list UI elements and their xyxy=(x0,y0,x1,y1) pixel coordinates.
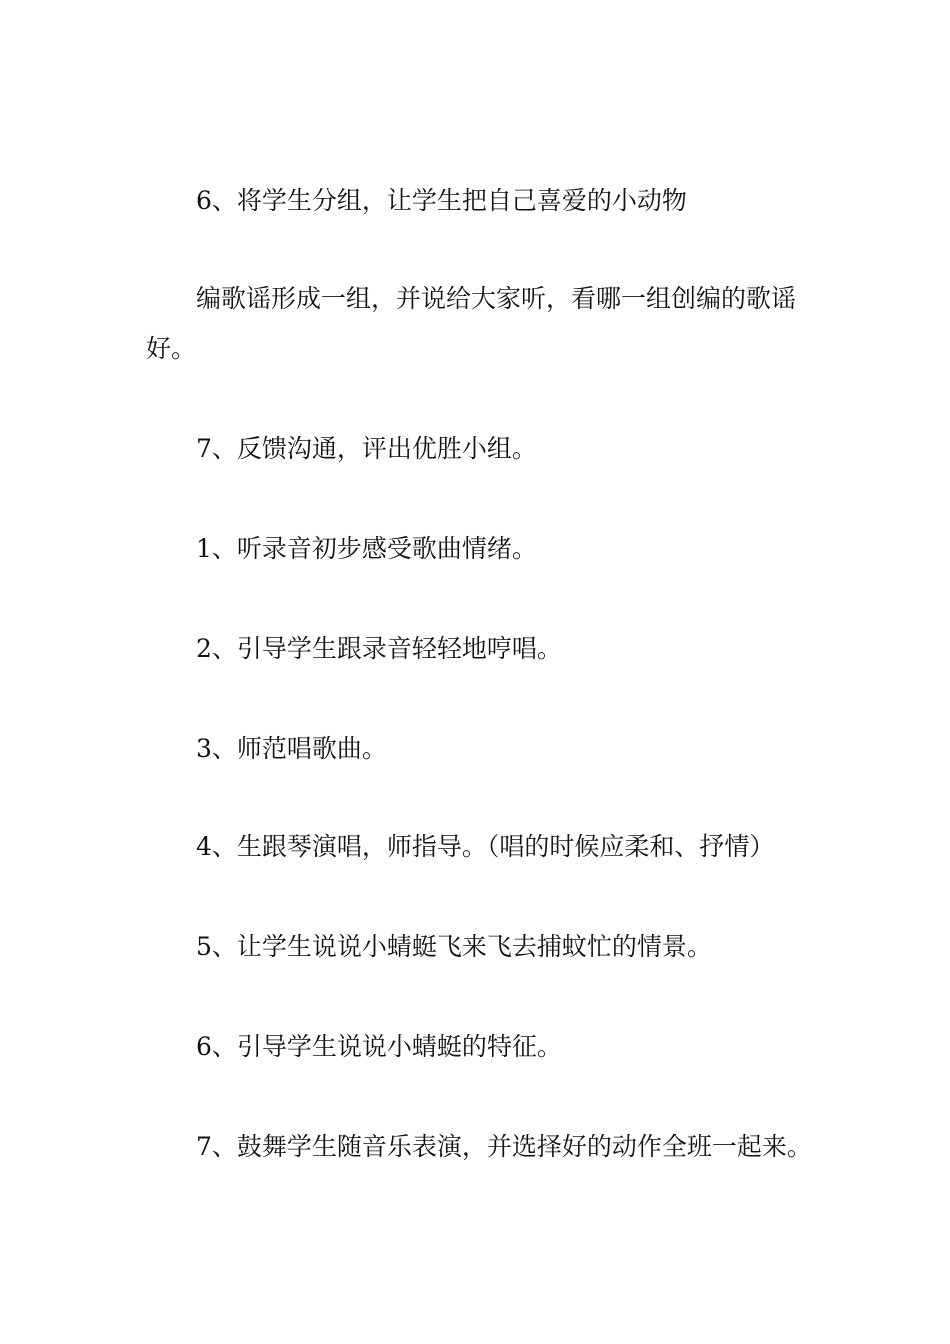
paragraph-performance: 7、鼓舞学生随音乐表演，并选择好的动作全班一起来。 xyxy=(196,1132,812,1161)
paragraph-grouping: 6、将学生分组，让学生把自己喜爱的小动物 xyxy=(196,186,687,215)
paragraph-feedback: 7、反馈沟通，评出优胜小组。 xyxy=(196,434,537,463)
paragraph-piano-singing: 4、生跟琴演唱，师指导。（唱的时候应柔和、抒情） xyxy=(196,832,775,861)
paragraph-rhyme-creation: 编歌谣形成一组，并说给大家听，看哪一组创编的歌谣好。 xyxy=(146,284,797,363)
paragraph-dragonfly-scene: 5、让学生说说小蜻蜓飞来飞去捕蚊忙的情景。 xyxy=(196,932,712,961)
paragraph-listen-recording: 1、听录音初步感受歌曲情绪。 xyxy=(196,534,537,563)
paragraph-teacher-demo: 3、师范唱歌曲。 xyxy=(196,734,387,763)
paragraph-hum-along: 2、引导学生跟录音轻轻地哼唱。 xyxy=(196,634,562,663)
paragraph-dragonfly-features: 6、引导学生说说小蜻蜓的特征。 xyxy=(196,1032,562,1061)
